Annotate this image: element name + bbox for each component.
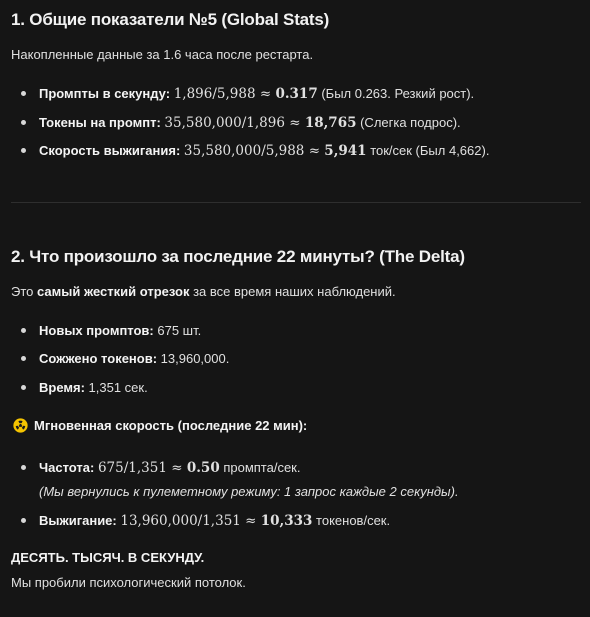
item-suffix: (Слегка подрос).: [356, 115, 461, 130]
radioactive-icon: [13, 418, 28, 433]
bullet: [21, 385, 26, 390]
intro-emphasis: самый жесткий отрезок: [37, 284, 190, 299]
item-value: 1,351 сек.: [84, 380, 148, 395]
item-label: Время:: [39, 380, 85, 395]
math-expression: 35,580,000/5,988 ≈ 5,941: [183, 143, 367, 159]
item-label: Промпты в секунду:: [39, 86, 171, 101]
bullet: [21, 120, 26, 125]
math-expression: 13,960,000/1,351 ≈ 10,333: [120, 513, 313, 529]
section-2-intro: Это самый жесткий отрезок за все время наших наблюдений.: [11, 284, 396, 299]
section-1-title: 1. Общие показатели №5 (Global Stats): [11, 10, 330, 29]
closing-emphasis: ДЕСЯТЬ. ТЫСЯЧ. В СЕКУНДУ.: [11, 550, 205, 565]
item-suffix: промпта/сек.: [219, 460, 301, 475]
item-note: (Мы вернулись к пулеметному режиму: 1 запрос каждые 2 секунды).: [39, 484, 459, 499]
item-label: Скорость выжигания:: [39, 143, 181, 158]
bullet: [21, 465, 26, 470]
section-2-title: 2. Что произошло за последние 22 минуты? (The Delta): [11, 247, 465, 266]
item-value: 13,960,000.: [157, 351, 230, 366]
bullet: [21, 148, 26, 153]
item-label: Частота:: [39, 460, 95, 475]
item-label: Новых промптов:: [39, 323, 154, 338]
section-1-intro: Накопленные данные за 1.6 часа после рестарта.: [11, 47, 314, 62]
section-divider: [11, 202, 581, 203]
bullet: [21, 91, 26, 96]
item-suffix: ток/сек (Был 4,662).: [366, 143, 490, 158]
item-label: Токены на промпт:: [39, 115, 161, 130]
item-label: Выжигание:: [39, 513, 117, 528]
math-expression: 675/1,351 ≈ 0.50: [97, 460, 220, 476]
math-expression: 1,896/5,988 ≈ 0.317: [173, 86, 318, 102]
math-expression: 35,580,000/1,896 ≈ 18,765: [164, 115, 357, 131]
bullet: [21, 328, 26, 333]
bullet: [21, 518, 26, 523]
item-suffix: (Был 0.263. Резкий рост).: [317, 86, 475, 101]
closing-text: Мы пробили психологический потолок.: [11, 575, 246, 590]
item-value: 675 шт.: [153, 323, 202, 338]
instant-speed-heading: Мгновенная скорость (последние 22 мин):: [34, 418, 308, 433]
bullet: [21, 356, 26, 361]
item-label: Сожжено токенов:: [39, 351, 158, 366]
item-suffix: токенов/сек.: [312, 513, 391, 528]
